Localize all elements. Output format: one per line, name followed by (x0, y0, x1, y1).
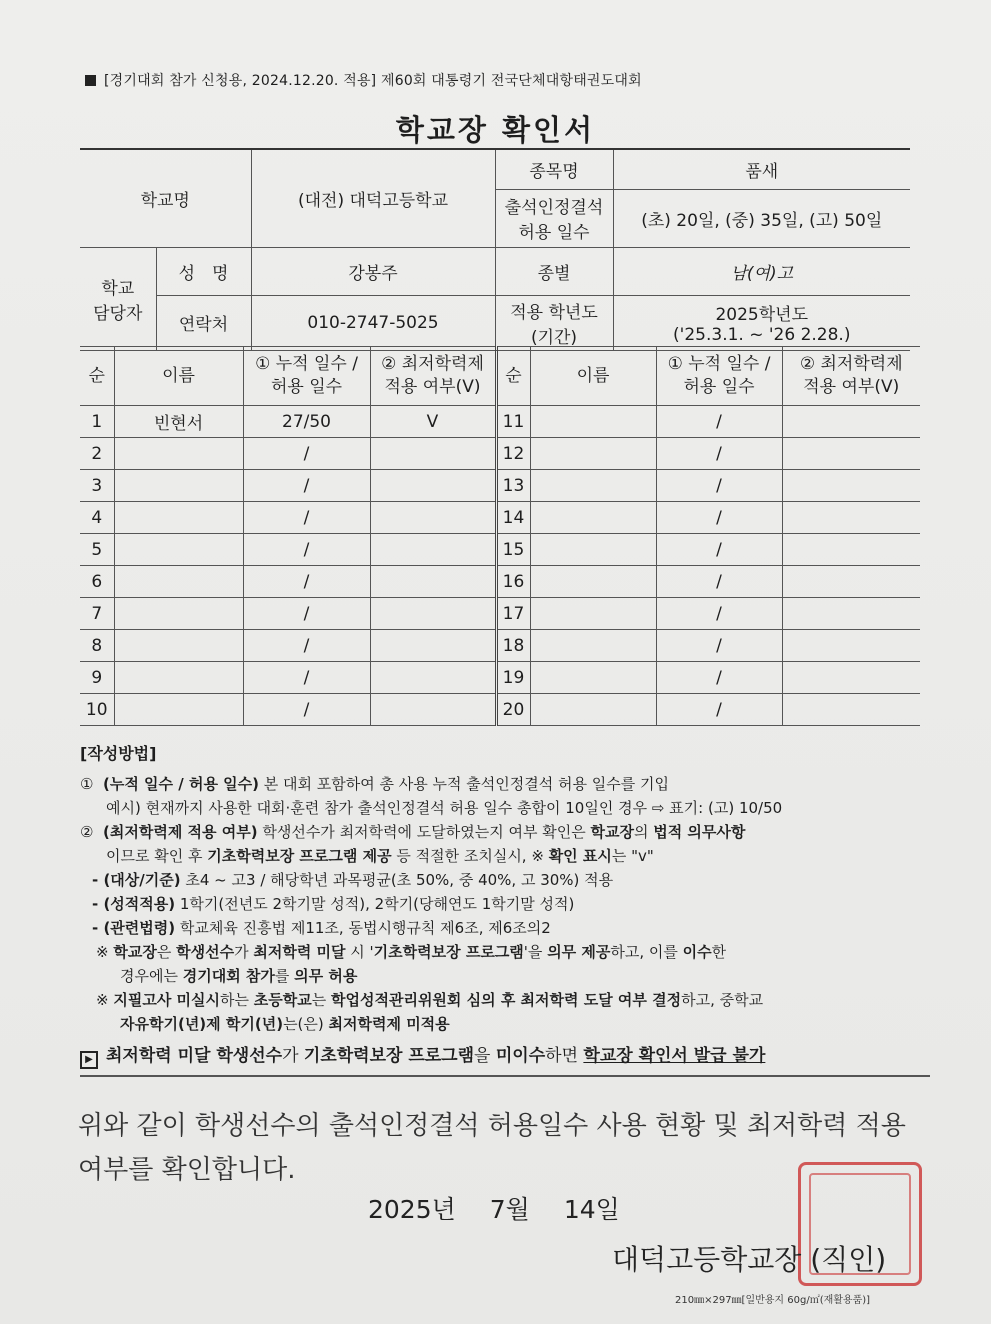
min-achievement-cell (782, 662, 920, 694)
student-name (530, 630, 656, 662)
event-value: 품새 (613, 149, 910, 189)
student-name (530, 566, 656, 598)
table-row (80, 662, 920, 694)
staff-contact-label: 연락처 (156, 295, 251, 350)
student-name (114, 470, 243, 502)
absence-days-cell: 27/50 (243, 406, 370, 438)
min-achievement-cell: V (370, 406, 496, 438)
student-number: 3 (80, 470, 114, 502)
school-value: (대전) 대덕고등학교 (251, 149, 495, 247)
table-row (80, 598, 920, 630)
student-name (114, 566, 243, 598)
min-achievement-cell (782, 566, 920, 598)
instruction-2: ② (최저학력제 적용 여부) 학생선수가 최저학력에 도달하였는지 여부 확인은 학교장의 법적 의무사항 (80, 823, 746, 841)
absence-days-cell: / (656, 694, 782, 726)
event-label: 종목명 (495, 149, 613, 189)
student-name (114, 630, 243, 662)
note-2: ※ 지필고사 미실시하는 초등학교는 학업성적관리위원회 심의 후 최저학력 도달 여부 결정하고, 중학교 (96, 991, 764, 1009)
staff-contact-value: 010-2747-5025 (251, 295, 495, 350)
student-name (114, 534, 243, 566)
student-number: 13 (496, 470, 530, 502)
square-bullet-icon (85, 75, 96, 86)
note-1: ※ 학교장은 학생선수가 최저학력 미달 시 '기초학력보장 프로그램'을 의무 제공하고, 이를 이수한 (96, 943, 727, 961)
min-achievement-cell (370, 598, 496, 630)
absence-days-cell: / (243, 470, 370, 502)
student-name (114, 502, 243, 534)
student-number: 7 (80, 598, 114, 630)
school-year-value: 2025학년도 ('25.3.1. ~ '26 2.28.) (613, 295, 910, 350)
min-achievement-cell (370, 534, 496, 566)
absence-days-value: (초) 20일, (중) 35일, (고) 50일 (613, 189, 910, 247)
staff-name-label: 성 명 (156, 247, 251, 295)
student-name (530, 598, 656, 630)
student-name (114, 662, 243, 694)
student-number: 14 (496, 502, 530, 534)
student-number: 20 (496, 694, 530, 726)
min-achievement-cell (782, 598, 920, 630)
student-name (530, 534, 656, 566)
student-name (530, 502, 656, 534)
student-number: 6 (80, 566, 114, 598)
date-day: 14일 (563, 1195, 620, 1224)
student-number: 10 (80, 694, 114, 726)
student-name (530, 694, 656, 726)
absence-days-cell: / (243, 534, 370, 566)
instruction-2-line2: 이므로 확인 후 기초학력보장 프로그램 제공 등 적절한 조치실시, ※ 확인 표시는 "v" (106, 847, 654, 865)
criteria-target: - (대상/기준) 초4 ~ 고3 / 해당학년 과목평균(초 50%, 중 40%, 고 30%) 적용 (92, 871, 614, 889)
document-header (85, 70, 642, 90)
student-name (530, 662, 656, 694)
student-name (114, 438, 243, 470)
student-number: 11 (496, 406, 530, 438)
student-number: 18 (496, 630, 530, 662)
absence-days-cell: / (656, 502, 782, 534)
table-row (80, 470, 920, 502)
table-row (80, 630, 920, 662)
school-label: 학교명 (80, 149, 251, 247)
criteria-laws: - (관련법령) 학교체육 진흥법 제11조, 동법시행규칙 제6조, 제6조의2 (92, 919, 551, 937)
school-year-label: 적용 학년도 (기간) (495, 295, 613, 350)
absence-days-cell: / (656, 630, 782, 662)
absence-days-cell: / (243, 502, 370, 534)
absence-days-cell: / (656, 566, 782, 598)
col-number-header: 순 (80, 347, 114, 406)
student-number: 1 (80, 406, 114, 438)
student-name (114, 598, 243, 630)
student-number: 9 (80, 662, 114, 694)
final-warning: ▶ 최저학력 미달 학생선수가 기초학력보장 프로그램을 미이수하면 학교장 확인서 발급 불가 (80, 1044, 930, 1077)
paper-spec-note: 210㎜×297㎜[일반용지 60g/㎡(재활용품)] (675, 1295, 871, 1306)
table-row (80, 694, 920, 726)
absence-days-label: 출석인정결석 허용 일수 (495, 189, 613, 247)
table-row (80, 534, 920, 566)
note-2-line2: 자유학기(년)제 학기(년)는(은) 최저학력제 미적용 (120, 1015, 450, 1033)
min-achievement-cell (370, 566, 496, 598)
absence-days-cell: / (656, 406, 782, 438)
issue-date (368, 1190, 654, 1226)
col-days-header: ① 누적 일수 / 허용 일수 (656, 347, 782, 406)
min-achievement-cell (782, 694, 920, 726)
col-name-header: 이름 (114, 347, 243, 406)
confirmation-statement: 위와 같이 학생선수의 출석인정결석 허용일수 사용 현황 및 최저학력 적용 여부를 확인합니다. (78, 1111, 906, 1185)
min-achievement-cell (782, 502, 920, 534)
student-number: 16 (496, 566, 530, 598)
student-number: 19 (496, 662, 530, 694)
instructions-section (80, 742, 930, 1077)
min-achievement-cell (782, 534, 920, 566)
table-row (80, 502, 920, 534)
absence-days-cell: / (656, 438, 782, 470)
arrow-box-icon: ▶ (80, 1051, 98, 1069)
absence-days-cell: / (656, 598, 782, 630)
student-name (114, 694, 243, 726)
min-achievement-cell (782, 470, 920, 502)
absence-days-cell: / (656, 662, 782, 694)
col-name-header: 이름 (530, 347, 656, 406)
school-info-table (80, 148, 910, 351)
gender-label: 종별 (495, 247, 613, 295)
document-title: 학교장 확인서 (395, 113, 596, 147)
note-1-line2: 경우에는 경기대회 참가를 의무 허용 (120, 967, 358, 985)
staff-name-value: 강봉주 (251, 247, 495, 295)
absence-days-cell: / (243, 630, 370, 662)
min-achievement-cell (782, 438, 920, 470)
absence-days-cell: / (243, 662, 370, 694)
min-achievement-cell (782, 630, 920, 662)
student-name: 빈현서 (114, 406, 243, 438)
date-month: 7월 (489, 1195, 530, 1224)
student-name (530, 438, 656, 470)
absence-days-cell: / (656, 470, 782, 502)
table-row (80, 438, 920, 470)
header-text: [경기대회 참가 신청용, 2024.12.20. 적용] 제60회 대통령기 전국단체대항태권도대회 (104, 73, 642, 89)
student-number: 4 (80, 502, 114, 534)
min-achievement-cell (370, 694, 496, 726)
col-min-header: ② 최저학력제 적용 여부(V) (782, 347, 920, 406)
date-year: 2025년 (368, 1195, 456, 1224)
student-number: 17 (496, 598, 530, 630)
col-days-header: ① 누적 일수 / 허용 일수 (243, 347, 370, 406)
student-number: 2 (80, 438, 114, 470)
min-achievement-cell (370, 470, 496, 502)
student-table-body (80, 406, 920, 726)
col-min-header: ② 최저학력제 적용 여부(V) (370, 347, 496, 406)
min-achievement-cell (370, 438, 496, 470)
absence-days-cell: / (243, 694, 370, 726)
min-achievement-cell (370, 502, 496, 534)
min-achievement-cell (370, 662, 496, 694)
absence-days-cell: / (656, 534, 782, 566)
min-achievement-cell (370, 630, 496, 662)
table-row (80, 406, 920, 438)
student-table (80, 346, 920, 726)
instructions-title: [작성방법] (80, 744, 157, 763)
student-number: 5 (80, 534, 114, 566)
absence-days-cell: / (243, 438, 370, 470)
absence-days-cell: / (243, 566, 370, 598)
criteria-grades: - (성적적용) 1학기(전년도 2학기말 성적), 2학기(당해연도 1학기말 성적) (92, 895, 575, 913)
student-number: 8 (80, 630, 114, 662)
min-achievement-cell (782, 406, 920, 438)
table-row (80, 566, 920, 598)
student-name (530, 406, 656, 438)
student-name (530, 470, 656, 502)
principal-signature: 대덕고등학교장 (직인) (612, 1243, 887, 1276)
student-number: 12 (496, 438, 530, 470)
col-number-header: 순 (496, 347, 530, 406)
staff-label: 학교 담당자 (80, 247, 156, 350)
absence-days-cell: / (243, 598, 370, 630)
gender-value: 남(여)고 (613, 247, 910, 295)
student-number: 15 (496, 534, 530, 566)
instruction-1-example: 예시) 현재까지 사용한 대회·훈련 참가 출석인정결석 허용 일수 총합이 10일인 경우 ⇨ 표기: (고) 10/50 (106, 799, 783, 817)
instruction-1: ① (누적 일수 / 허용 일수) 본 대회 포함하여 총 사용 누적 출석인정결석 허용 일수를 기입 (80, 775, 669, 793)
